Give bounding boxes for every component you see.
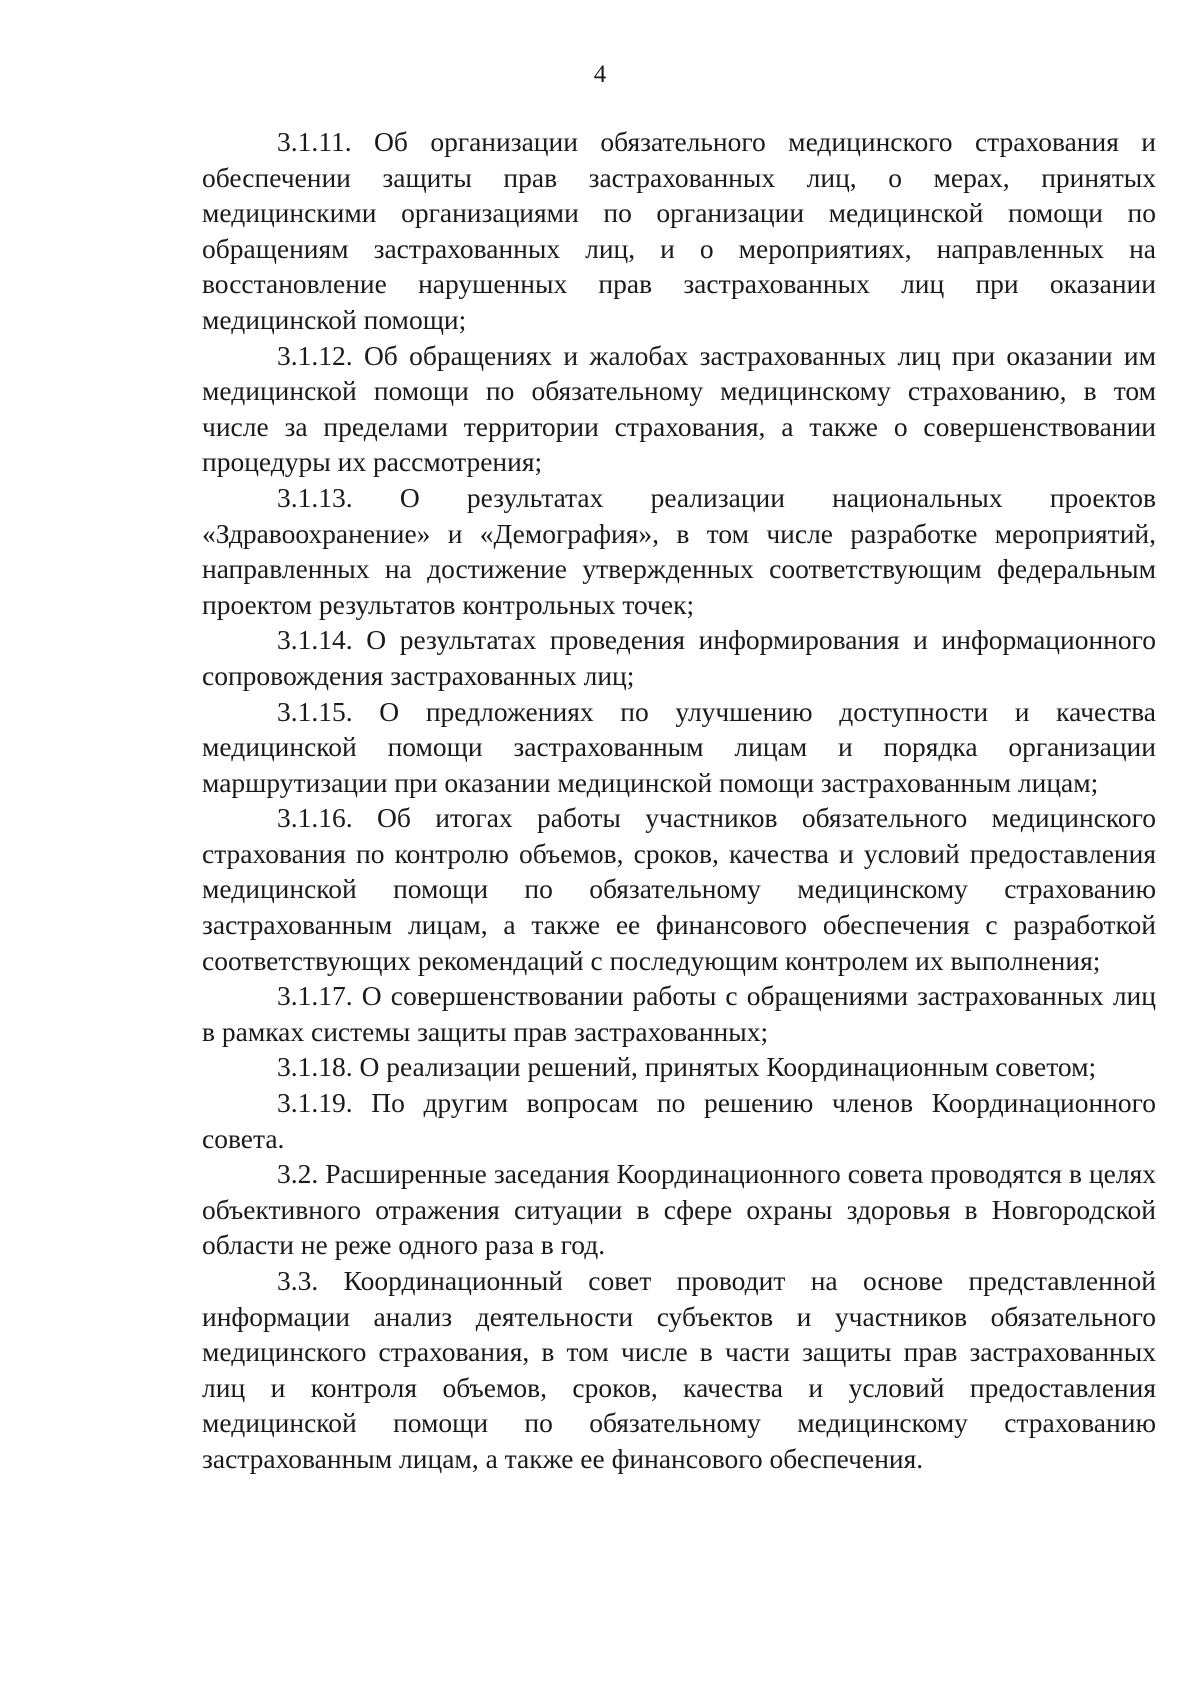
paragraph-3-1-12: 3.1.12. Об обращениях и жалобах застрахованных лиц при оказании им медицинской помощи по обязательному медицинскому страхованию, в том числе за пределами территории страхования, а также о совершенствовании процедуры их рассмотрения; — [202, 339, 1156, 478]
paragraph-3-2: 3.2. Расширенные заседания Координационного совета проводятся в целях объективного отражения ситуации в сфере охраны здоровья в Новгородской области не реже одного раза в год. — [202, 1158, 1156, 1261]
paragraph-3-1-13: 3.1.13. О результатах реализации национальных проектов «Здравоохранение» и «Демография», в том числе разработке мероприятий, направленных на достижение утвержденных соответствующим федеральным проектом результатов контрольных точек; — [202, 481, 1156, 620]
document-body — [202, 124, 1156, 1477]
paragraph-3-1-11: 3.1.11. Об организации обязательного медицинского страхования и обеспечении защиты прав застрахованных лиц, о мерах, принятых медицинскими организациями по организации медицинской помощи по обращениям застрахованных лиц, и о мероприятиях, направленных на восстановление нарушенных прав застрахованных лиц при оказании медицинской помощи; — [202, 126, 1156, 335]
paragraph-3-1-16: 3.1.16. Об итогах работы участников обязательного медицинского страхования по контролю объемов, сроков, качества и условий предоставления медицинской помощи по обязательному медицинскому страхованию застрахованным лицам, а также ее финансового обеспечения с разработкой соответствующих рекомендаций с последующим контролем их выполнения; — [202, 802, 1156, 976]
page-number: 4 — [593, 61, 607, 88]
paragraph-3-1-15: 3.1.15. О предложениях по улучшению доступности и качества медицинской помощи застрахованным лицам и порядка организации маршрутизации при оказании медицинской помощи застрахованным лицам; — [202, 695, 1156, 798]
paragraph-3-1-18: 3.1.18. О реализации решений, принятых Координационным советом; — [277, 1051, 1097, 1083]
paragraph-3-3: 3.3. Координационный совет проводит на основе представленной информации анализ деятельности субъектов и участников обязательного медицинского страхования, в том числе в части защиты прав застрахованных лиц и контроля объемов, сроков, качества и условий предоставления медицинской помощи по обязательному медицинскому страхованию застрахованным лицам, а также ее финансового обеспечения. — [202, 1265, 1156, 1474]
paragraph-3-1-17: 3.1.17. О совершенствовании работы с обращениями застрахованных лиц в рамках системы защиты прав застрахованных; — [202, 980, 1156, 1047]
paragraph-3-1-19: 3.1.19. По другим вопросам по решению членов Координационного совета. — [202, 1087, 1156, 1154]
paragraph-3-1-14: 3.1.14. О результатах проведения информирования и информационного сопровождения застрахованных лиц; — [202, 624, 1156, 691]
